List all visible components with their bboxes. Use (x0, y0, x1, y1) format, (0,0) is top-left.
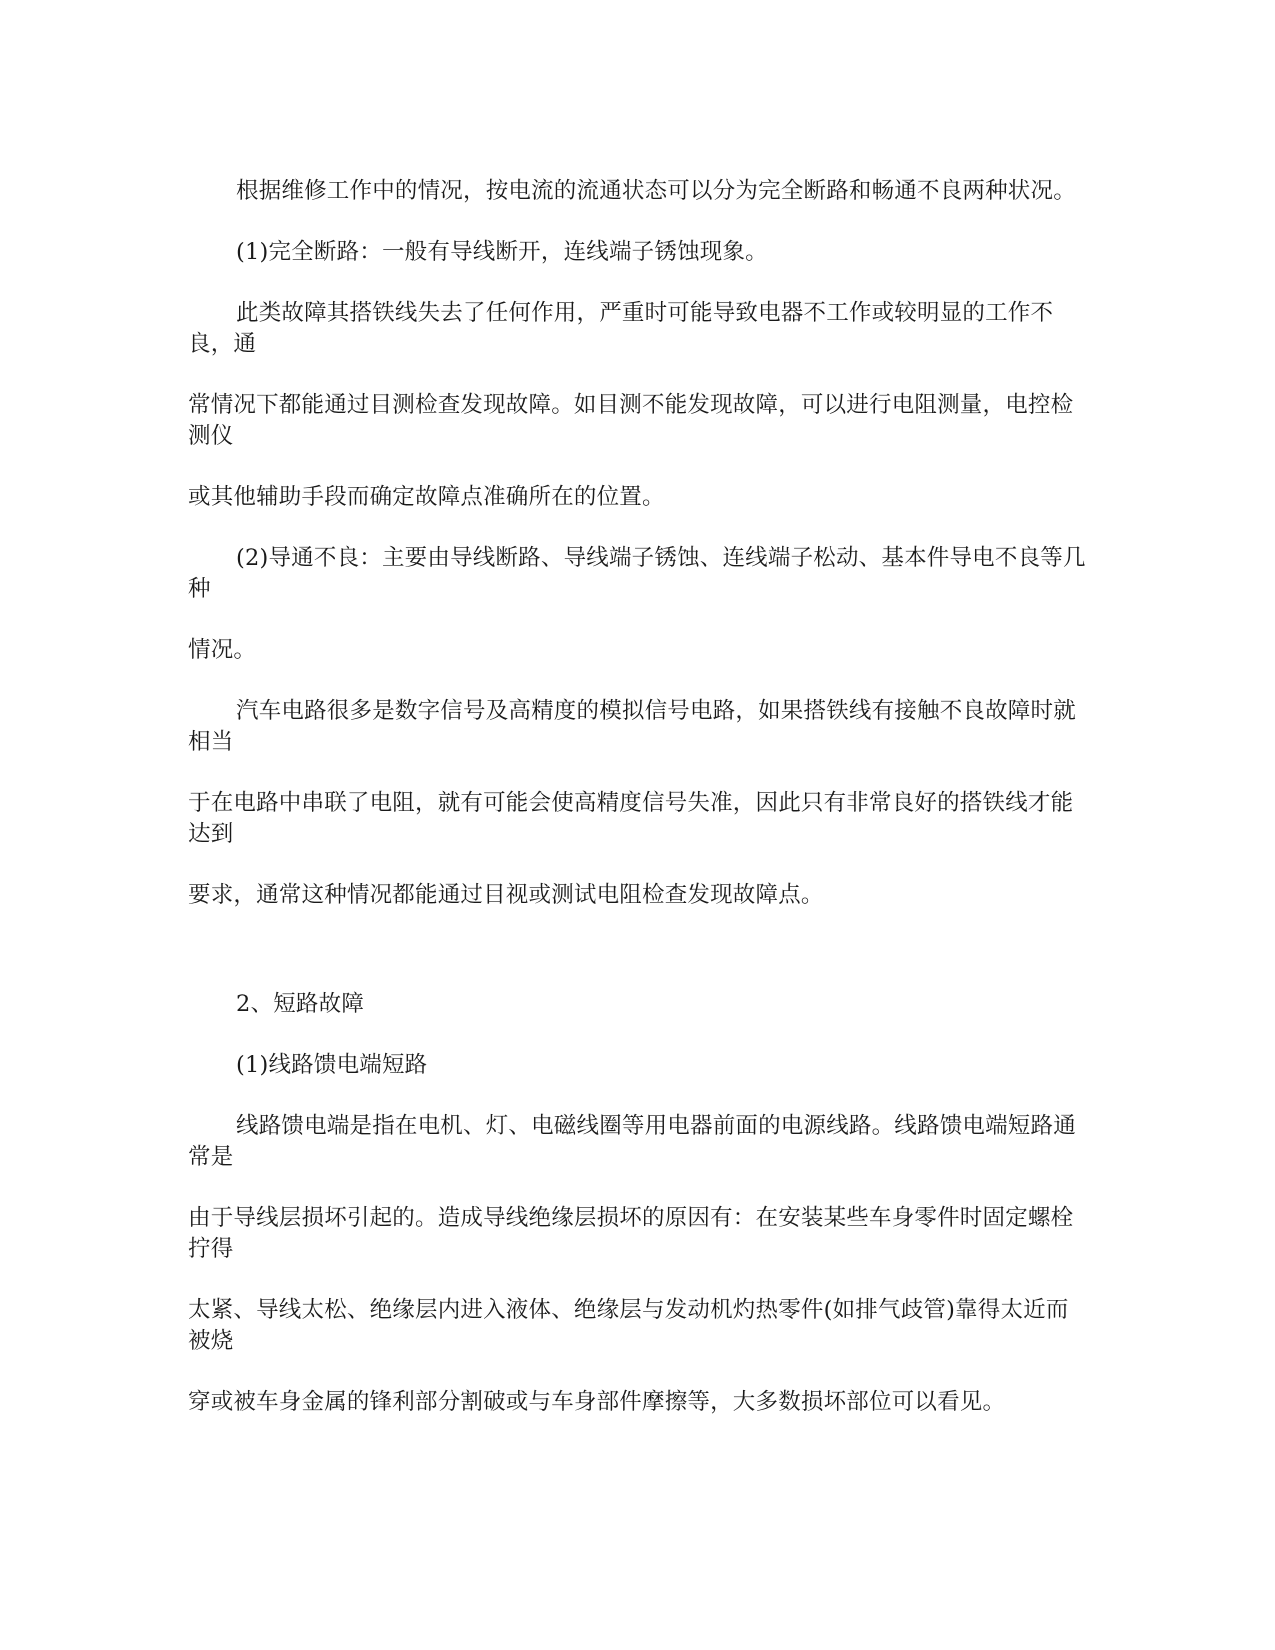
paragraph-ground-failure: 此类故障其搭铁线失去了任何作用，严重时可能导致电器不工作或较明显的工作不良，通 (188, 300, 1054, 357)
paragraph-insulation-causes: 由于导线层损坏引起的。造成导线绝缘层损坏的原因有：在安装某些车身零件时固定螺栓拧得 (188, 1205, 1074, 1262)
paragraph-series-resistance: 于在电路中串联了电阻，就有可能会使高精度信号失准，因此只有非常良好的搭铁线才能达到 (188, 790, 1074, 847)
paragraph-damage-visible: 穿或被车身金属的锋利部分割破或与车身部件摩擦等，大多数损坏部位可以看见。 (188, 1389, 1006, 1415)
paragraph-feed-definition: 线路馈电端是指在电机、灯、电磁线圈等用电器前面的电源线路。线路馈电端短路通常是 (188, 1113, 1076, 1170)
paragraph-digital-signals: 汽车电路很多是数字信号及高精度的模拟信号电路，如果搭铁线有接触不良故障时就相当 (188, 698, 1076, 755)
paragraph-poor-conduction: (2)导通不良：主要由导线断路、导线端子锈蚀、连线端子松动、基本件导电不良等几种 (188, 545, 1086, 602)
paragraph-requirement: 要求，通常这种情况都能通过目视或测试电阻检查发现故障点。 (188, 882, 824, 908)
paragraph-insulation-details: 太紧、导线太松、绝缘层内进入液体、绝缘层与发动机灼热零件(如排气歧管)靠得太近而被烧 (188, 1297, 1069, 1354)
subheading-feed-short: (1)线路馈电端短路 (236, 1052, 428, 1078)
paragraph-fault-location: 或其他辅助手段而确定故障点准确所在的位置。 (188, 484, 665, 510)
paragraph-situations: 情况。 (188, 637, 257, 663)
paragraph-complete-open: (1)完全断路：一般有导线断开，连线端子锈蚀现象。 (236, 239, 768, 265)
document-body (188, 176, 1088, 1448)
section-heading-short-circuit: 2、短路故障 (236, 991, 365, 1017)
paragraph-visual-inspection: 常情况下都能通过目测检查发现故障。如目测不能发现故障，可以进行电阻测量，电控检测仪 (188, 392, 1074, 449)
paragraph-circuit-states: 根据维修工作中的情况，按电流的流通状态可以分为完全断路和畅通不良两种状况。 (236, 178, 1076, 204)
